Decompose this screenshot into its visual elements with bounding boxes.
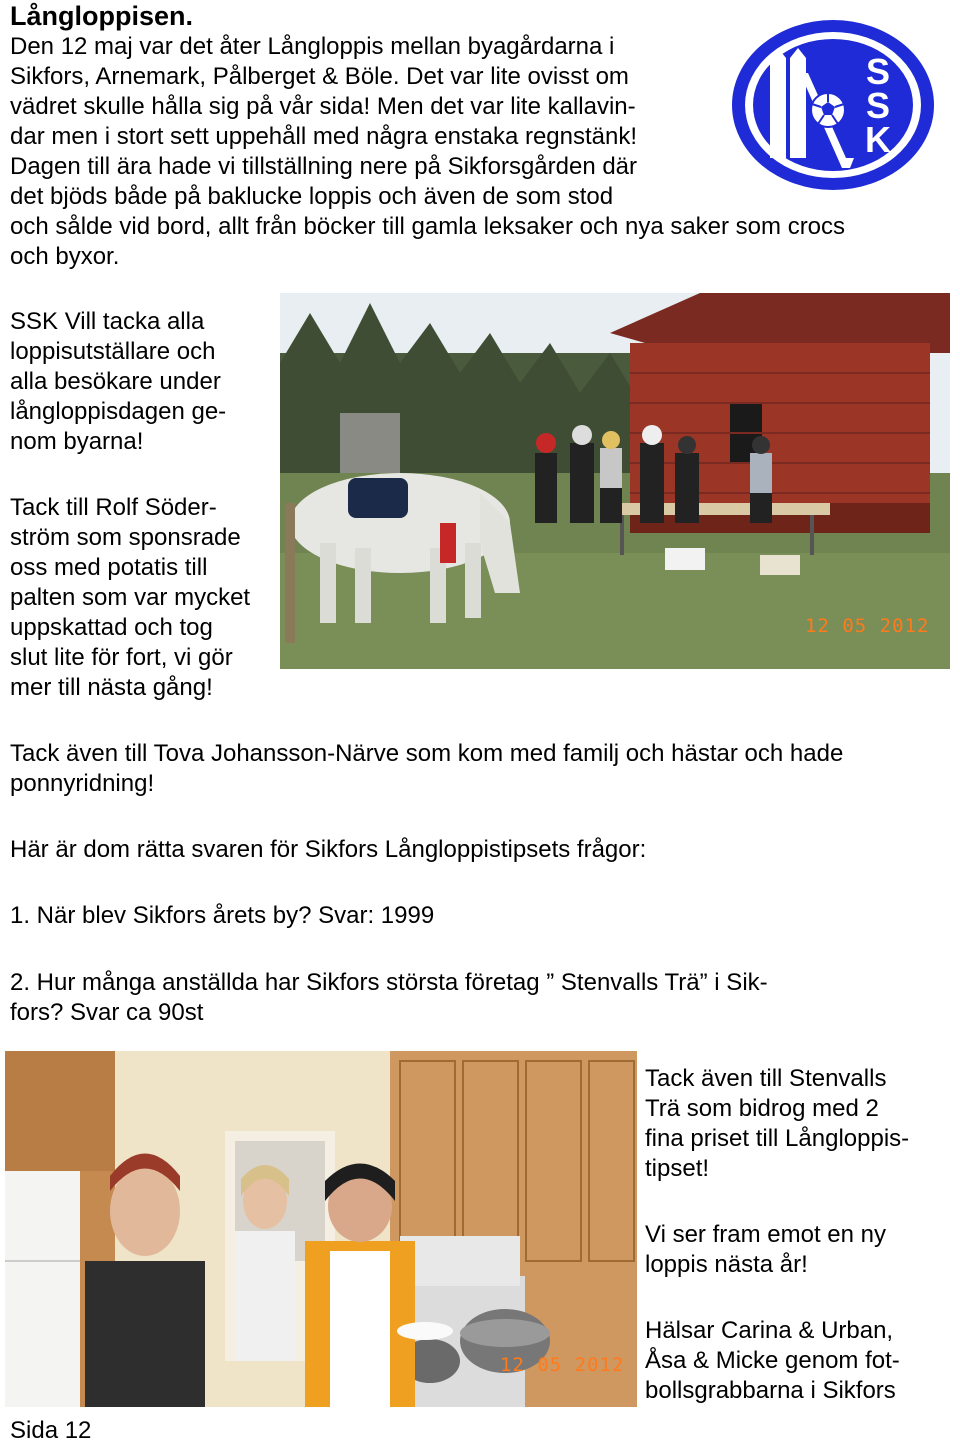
intro-line: det bjöds både på baklucke loppis och även de som stod — [10, 183, 614, 210]
photo-date-stamp: 12 05 2012 — [805, 615, 930, 637]
stenvalls-line: Tack även till Stenvalls — [645, 1065, 887, 1092]
kitchen-photo — [5, 1051, 637, 1407]
thanks-line: loppisutställare och — [10, 338, 216, 365]
next-year-line: Vi ser fram emot en ny — [645, 1221, 886, 1248]
intro-line: vädret skulle hålla sig på vår sida! Men det var lite kallavin- — [10, 93, 636, 120]
question-2-answer — [10, 968, 768, 1028]
intro-paragraph — [10, 32, 845, 272]
tova-paragraph — [10, 739, 843, 799]
thanks-line: långloppisdagen ge- — [10, 398, 227, 425]
rolf-line: slut lite för fort, vi gör — [10, 644, 233, 671]
rolf-line: palten som var mycket — [10, 584, 251, 611]
ssk-logo-graphic — [730, 18, 936, 192]
intro-line: och sålde vid bord, allt från böcker till gamla leksaker och nya saker som crocs — [10, 213, 846, 240]
rolf-line: oss med potatis till — [10, 554, 208, 581]
svg-text:S: S — [865, 51, 891, 92]
intro-line: Den 12 maj var det åter Långloppis mellan byagårdarna i — [10, 33, 615, 60]
page-number: Sida 12 — [10, 1417, 92, 1443]
intro-line: Dagen till ära hade vi tillställning nere på Sikforsgården där — [10, 153, 638, 180]
flea-market-photo — [280, 293, 950, 669]
photo-date-stamp: 12 05 2012 — [500, 1354, 625, 1376]
stenvalls-paragraph — [645, 1064, 909, 1184]
tova-line: ponnyridning! — [10, 770, 155, 797]
ssk-logo — [730, 18, 936, 192]
greeting-line: bollsgrabbarna i Sikfors — [645, 1377, 896, 1404]
rolf-line: ström som sponsrade — [10, 524, 241, 551]
answers-intro: Här är dom rätta svaren för Sikfors Långloppistipsets frågor: — [10, 836, 647, 863]
flea-market-scene — [280, 293, 950, 669]
thanks-paragraph — [10, 307, 226, 457]
rolf-line: Tack till Rolf Söder- — [10, 494, 217, 521]
rolf-paragraph — [10, 493, 250, 703]
question-1-answer: 1. När blev Sikfors årets by? Svar: 1999 — [10, 902, 435, 929]
question-2-line: 2. Hur många anställda har Sikfors största företag ” Stenvalls Trä” i Sik- — [10, 969, 768, 996]
page-title: Långloppisen. — [10, 1, 194, 31]
greeting-line: Åsa & Micke genom fot- — [645, 1347, 900, 1374]
greeting-line: Hälsar Carina & Urban, — [645, 1317, 894, 1344]
tova-line: Tack även till Tova Johansson-Närve som kom med familj och hästar och hade — [10, 740, 844, 767]
next-year-line: loppis nästa år! — [645, 1251, 808, 1278]
intro-line: och byxor. — [10, 243, 120, 270]
svg-text:S: S — [865, 85, 891, 126]
intro-line: dar men i stort sett uppehåll med några enstaka regnstänk! — [10, 123, 638, 150]
intro-line: Sikfors, Arnemark, Pålberget & Böle. Det var lite ovisst om — [10, 63, 629, 90]
thanks-line: SSK Vill tacka alla — [10, 308, 205, 335]
rolf-line: mer till nästa gång! — [10, 674, 213, 701]
greeting-paragraph — [645, 1316, 900, 1406]
stenvalls-line: tipset! — [645, 1155, 710, 1182]
stenvalls-line: Trä som bidrog med 2 — [645, 1095, 879, 1122]
rolf-line: uppskattad och tog — [10, 614, 213, 641]
next-year-paragraph — [645, 1220, 886, 1280]
thanks-line: nom byarna! — [10, 428, 144, 455]
question-2-line: fors? Svar ca 90st — [10, 999, 204, 1026]
svg-text:K: K — [865, 119, 891, 160]
thanks-line: alla besökare under — [10, 368, 221, 395]
stenvalls-line: fina priset till Långloppis- — [645, 1125, 910, 1152]
